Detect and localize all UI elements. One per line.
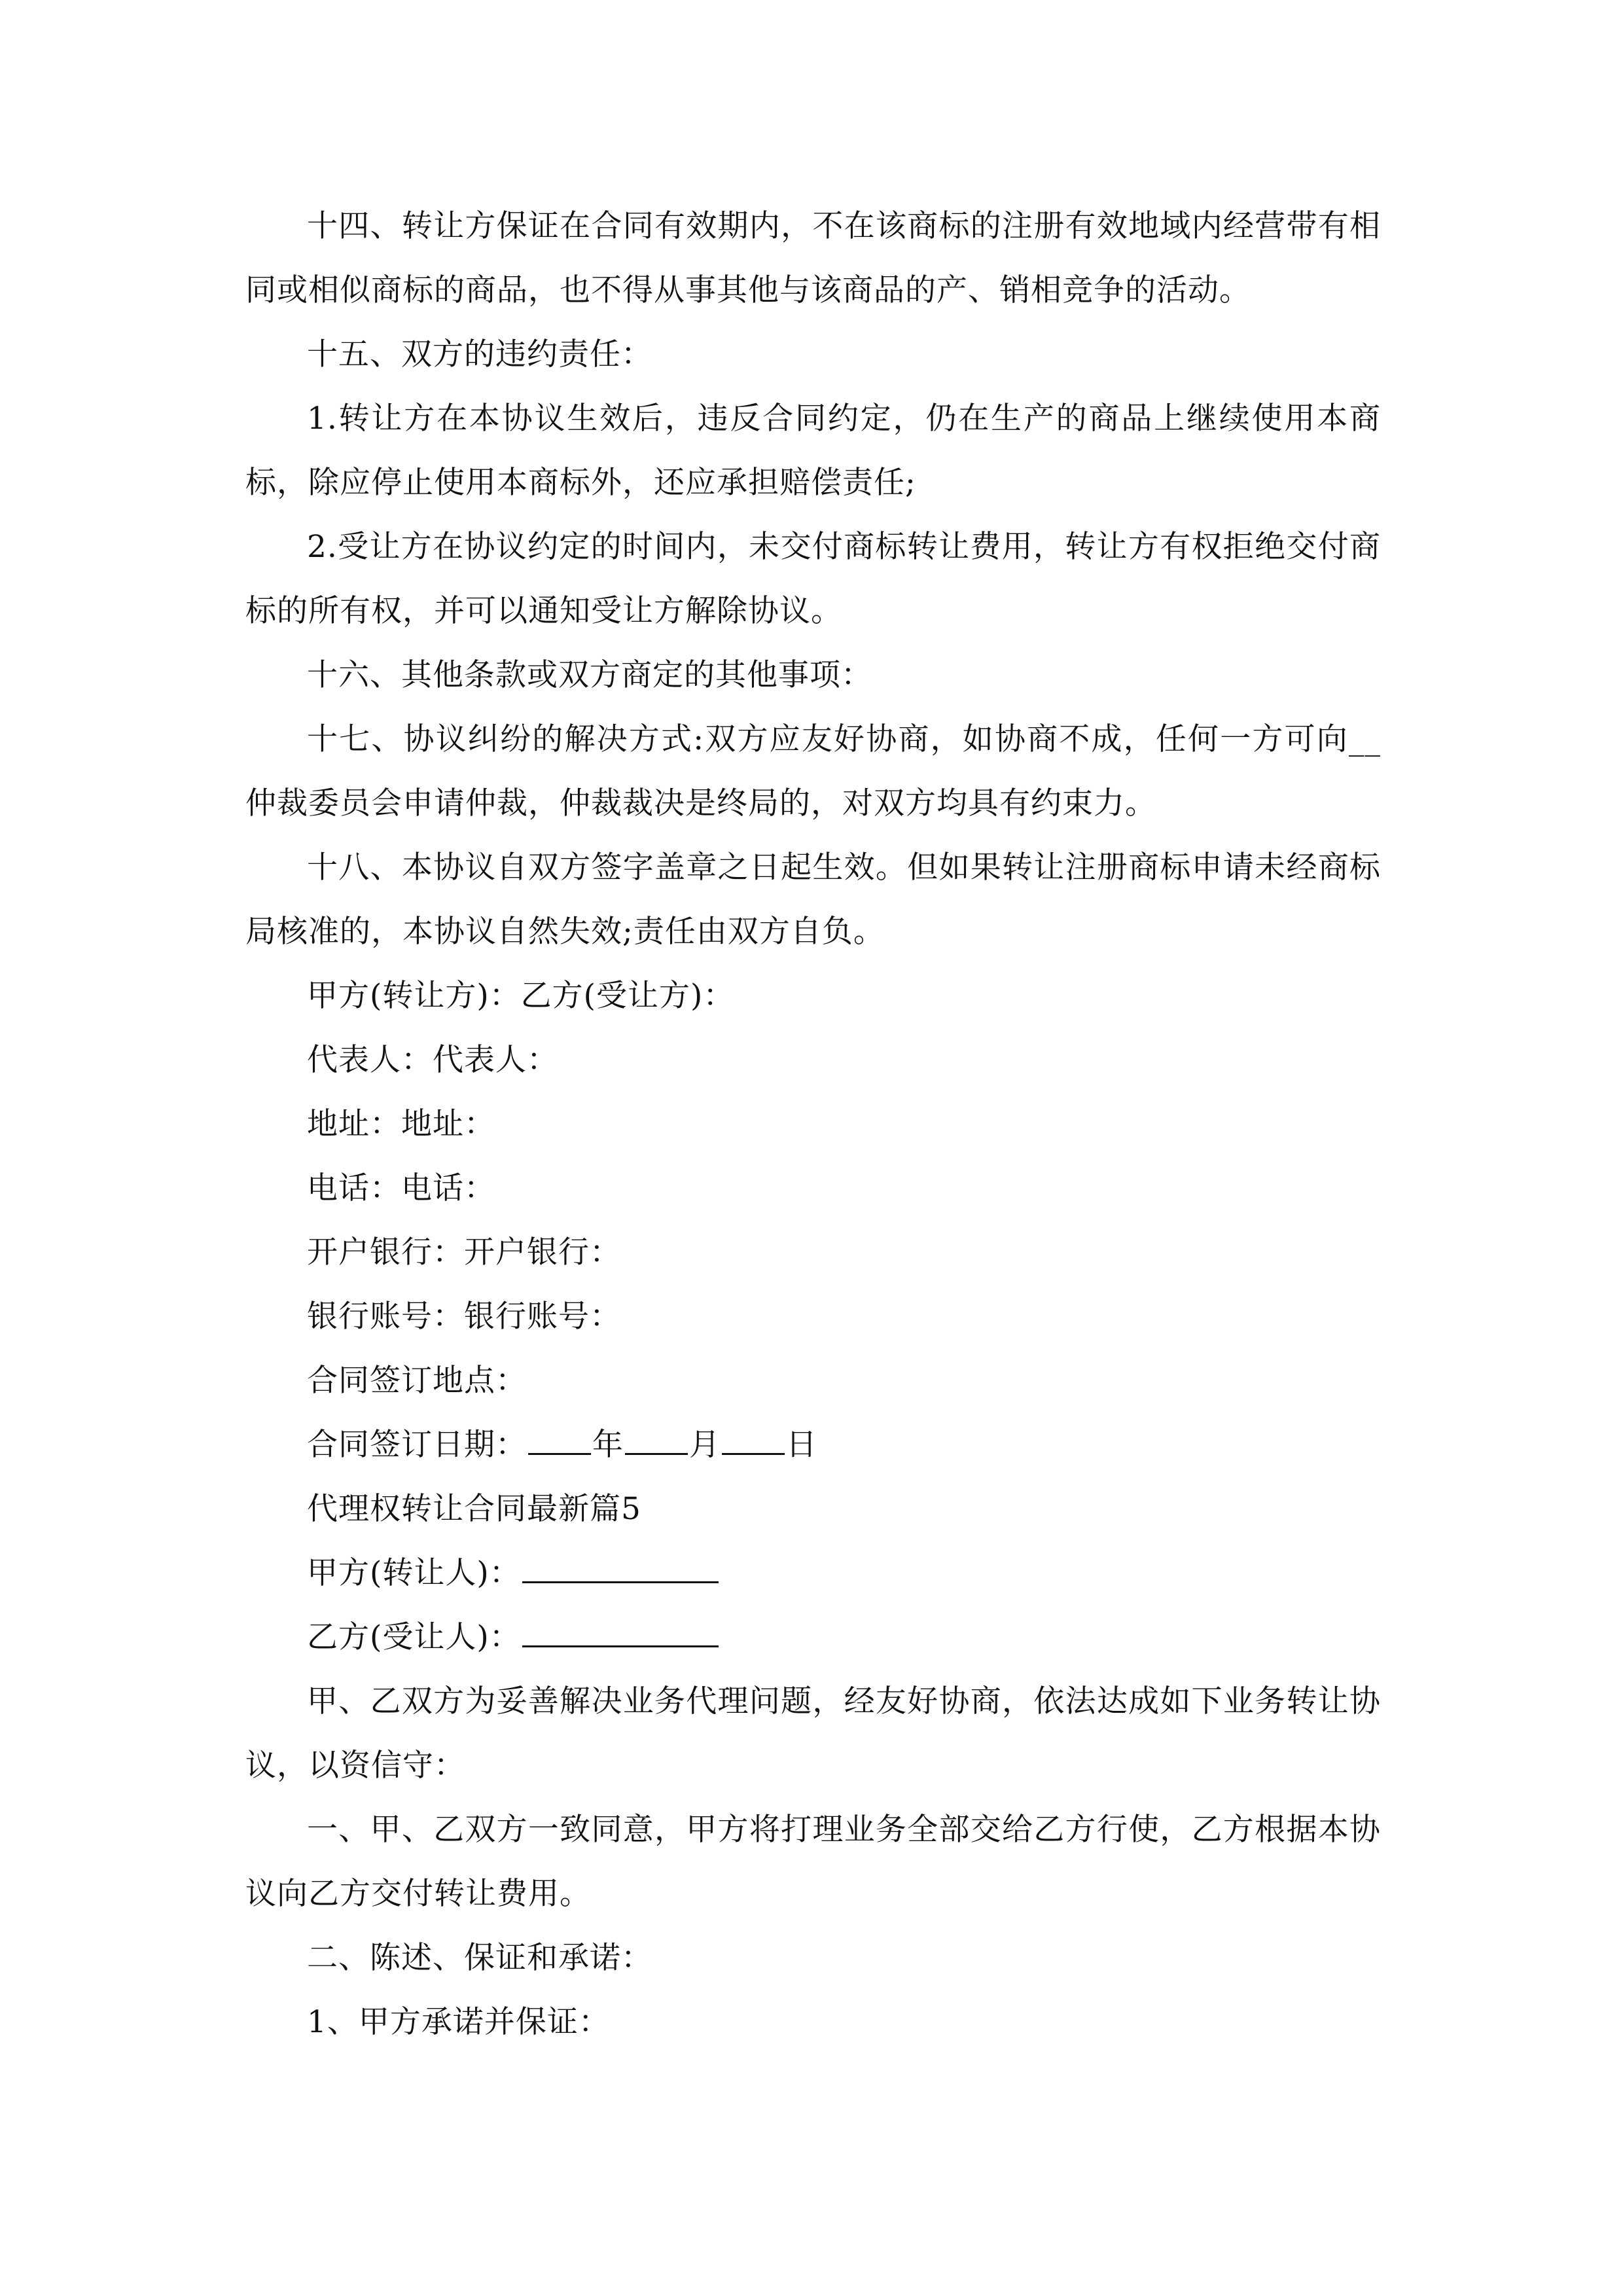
party-b-blank (522, 1616, 719, 1647)
document-page (245, 194, 1381, 2054)
month-blank (625, 1424, 688, 1455)
clause-18: 十八、本协议自双方签字盖章之日起生效。但如果转让注册商标申请未经商标局核准的，本协议自然失效;责任由双方自负。 (245, 850, 1381, 950)
signature-representatives: 代表人：代表人： (307, 1042, 558, 1078)
signing-date (245, 1413, 1381, 1477)
year-label: 年 (592, 1427, 624, 1463)
party-a-line (245, 1541, 1381, 1605)
party-a-blank (522, 1552, 719, 1583)
signing-place: 合同签订地点： (307, 1363, 527, 1399)
signing-date-label: 合同签订日期： (307, 1427, 527, 1463)
clause-15-item-1: 1.转让方在本协议生效后，违反合同约定，仍在生产的商品上继续使用本商标，除应停止使用本商标外，还应承担赔偿责任; (245, 401, 1381, 501)
party-b-label: 乙方(受让人)： (307, 1619, 521, 1655)
signature-phones: 电话：电话： (307, 1170, 495, 1206)
party-b-line (245, 1605, 1381, 1670)
agreement-intro: 甲、乙双方为妥善解决业务代理问题，经友好协商，依法达成如下业务转让协议，以资信守： (245, 1683, 1381, 1784)
signature-parties: 甲方(转让方)：乙方(受让方)： (307, 978, 735, 1014)
clause-14: 十四、转让方保证在合同有效期内，不在该商标的注册有效地域内经营带有相同或相似商标的商品，也不得从事其他与该商品的产、销相竞争的活动。 (245, 208, 1381, 308)
clause-15-item-2: 2.受让方在协议约定的时间内，未交付商标转让费用，转让方有权拒绝交付商标的所有权，并可以通知受让方解除协议。 (245, 529, 1381, 629)
year-blank (528, 1424, 591, 1455)
signature-accounts: 银行账号：银行账号： (307, 1299, 621, 1335)
agreement-clause-1: 一、甲、乙双方一致同意，甲方将打理业务全部交给乙方行使，乙方根据本协议向乙方交付转让费用。 (245, 1812, 1381, 1912)
party-a-label: 甲方(转让人)： (307, 1555, 521, 1591)
section-heading: 代理权转让合同最新篇5 (307, 1491, 641, 1527)
agreement-clause-2-heading: 二、陈述、保证和承诺： (307, 1940, 652, 1976)
agreement-clause-2-item-1: 1、甲方承诺并保证： (307, 2004, 610, 2040)
clause-16: 十六、其他条款或双方商定的其他事项： (307, 657, 872, 693)
signature-addresses: 地址：地址： (307, 1106, 495, 1142)
month-label: 月 (689, 1427, 721, 1463)
day-blank (722, 1424, 785, 1455)
clause-17: 十七、协议纠纷的解决方式:双方应友好协商，如协商不成，任何一方可向__仲裁委员会申请仲裁，仲裁裁决是终局的，对双方均具有约束力。 (245, 721, 1381, 821)
signature-banks: 开户银行：开户银行： (307, 1234, 621, 1270)
clause-15-heading: 十五、双方的违约责任： (307, 336, 652, 372)
day-label: 日 (786, 1427, 817, 1463)
